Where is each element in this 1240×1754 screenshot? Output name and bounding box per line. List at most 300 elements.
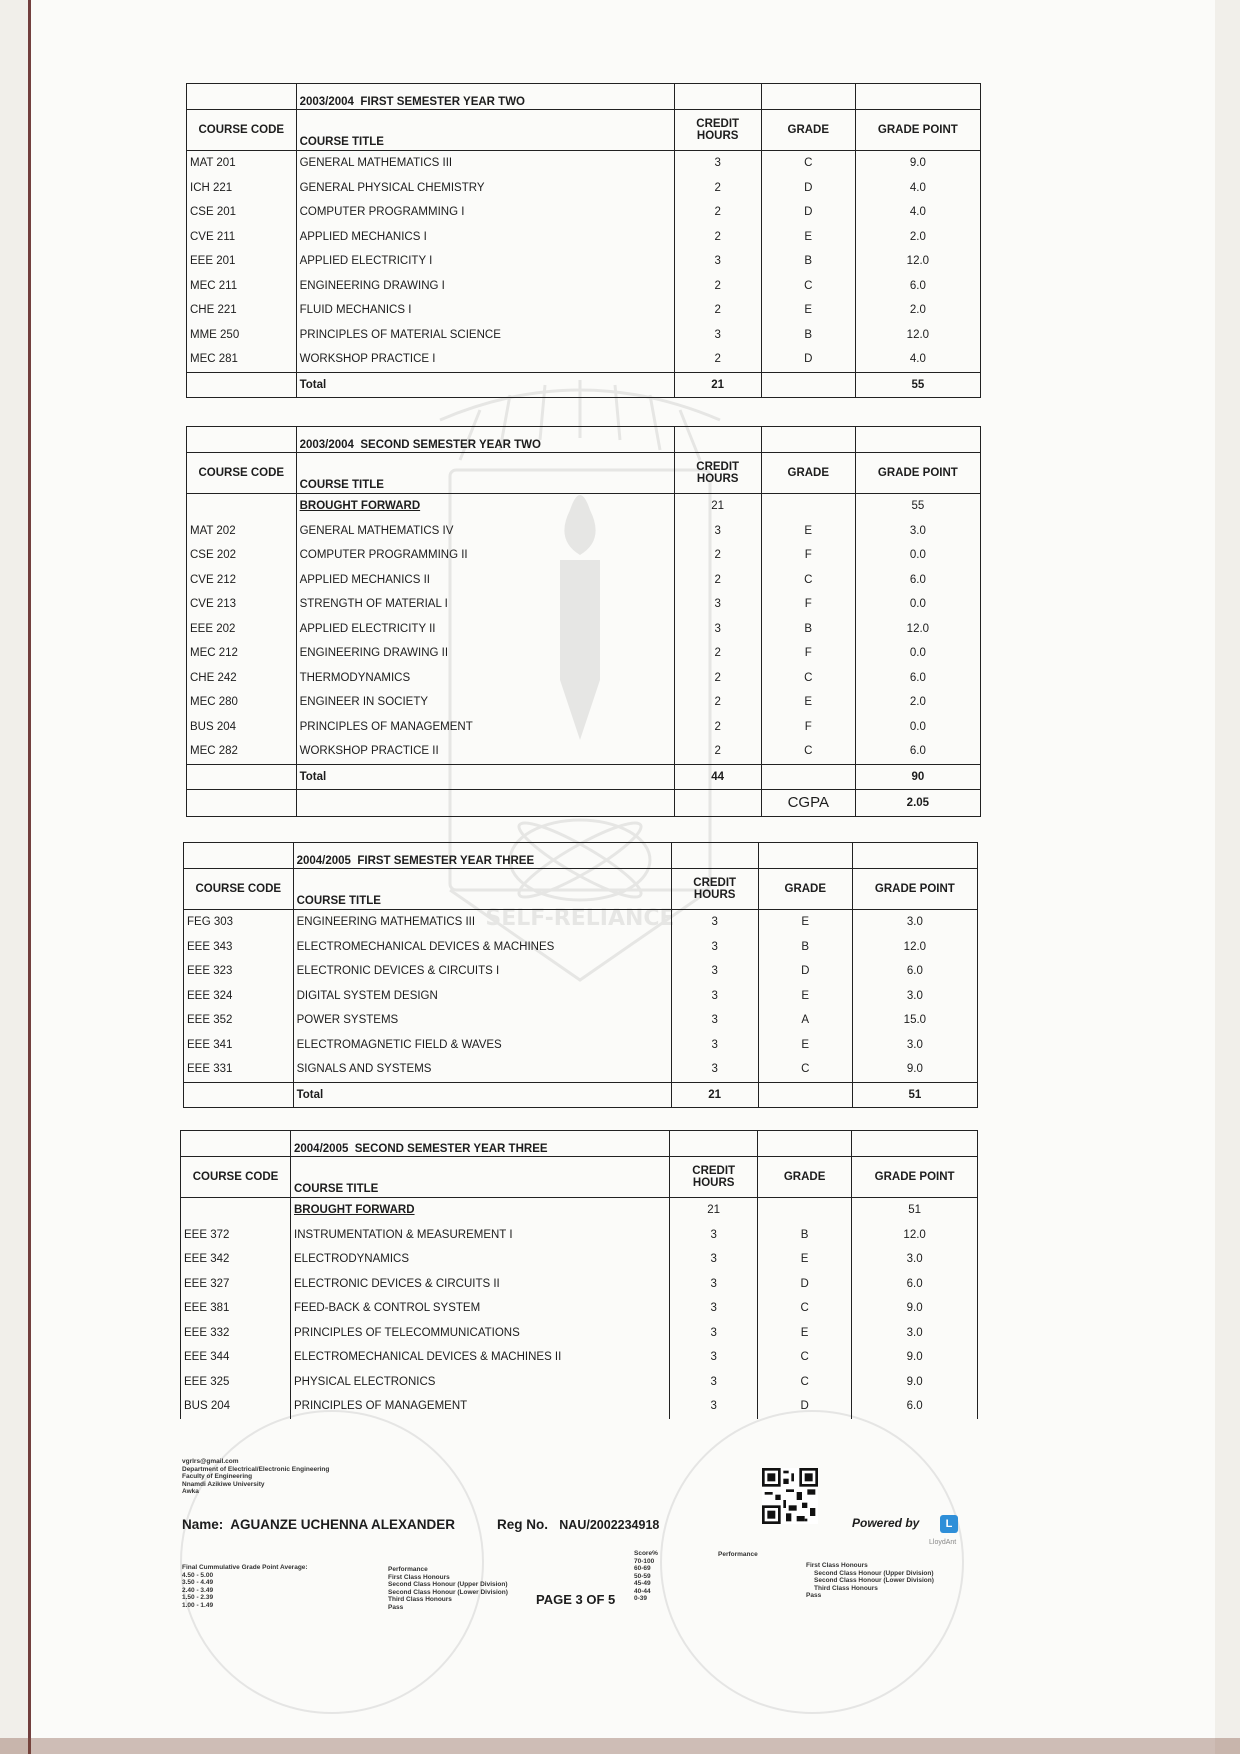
grade: D: [761, 176, 855, 201]
total-point: 55: [855, 372, 980, 397]
blank-cell: [757, 1131, 851, 1157]
header-row: [187, 110, 981, 151]
course-row: [187, 225, 981, 250]
credit-hours: 3: [670, 1321, 758, 1346]
student-name-row: [182, 1517, 455, 1532]
qr-code: [762, 1468, 818, 1524]
course-title: APPLIED ELECTRICITY I: [296, 249, 674, 274]
score-range: 45-49: [634, 1580, 651, 1587]
course-row: [187, 739, 981, 764]
grade-point: 6.0: [852, 1394, 978, 1419]
credit-hours: 2: [674, 347, 761, 372]
course-row: [181, 1321, 978, 1346]
blank-cell: [761, 84, 855, 110]
course-code: CSE 202: [187, 543, 297, 568]
perf-class: Pass: [388, 1603, 404, 1611]
grade-point: 0.0: [855, 715, 980, 740]
course-row: [187, 641, 981, 666]
course-code: MEC 211: [187, 274, 297, 299]
brought-forward-point: 55: [855, 494, 980, 519]
brought-forward-credit: 21: [674, 494, 761, 519]
header-credit-hours: CREDIT HOURS: [674, 110, 761, 151]
course-code: CVE 213: [187, 592, 297, 617]
blank-cell: [674, 789, 761, 816]
header-credit-hours: CREDIT HOURS: [674, 453, 761, 494]
blank-cell: [855, 84, 980, 110]
reg-label: Reg No.: [497, 1517, 549, 1532]
brought-forward-credit: 21: [670, 1198, 758, 1223]
course-code: EEE 381: [181, 1296, 291, 1321]
blank-cell: [296, 789, 674, 816]
grade-point: 2.0: [855, 690, 980, 715]
course-row: [181, 1272, 978, 1297]
header-row: [184, 869, 978, 910]
course-title: THERMODYNAMICS: [296, 666, 674, 691]
performance-legend-2: [806, 1562, 934, 1600]
credit-hours: 3: [671, 910, 758, 935]
course-title: STRENGTH OF MATERIAL I: [296, 592, 674, 617]
grade-point: 3.0: [852, 984, 977, 1009]
header-grade: GRADE: [758, 869, 852, 910]
course-row: [187, 298, 981, 323]
perf-class: Pass: [806, 1592, 822, 1599]
semester-title: [296, 84, 674, 110]
total-credit: 21: [671, 1082, 758, 1107]
course-code: CVE 212: [187, 568, 297, 593]
credit-hours: 2: [674, 176, 761, 201]
course-title: ELECTRODYNAMICS: [291, 1247, 670, 1272]
grade-point: 9.0: [852, 1370, 978, 1395]
credit-hours: 3: [674, 323, 761, 348]
blank-cell: [761, 427, 855, 453]
course-title: POWER SYSTEMS: [293, 1008, 671, 1033]
grade: D: [761, 200, 855, 225]
page-number: PAGE 3 OF 5: [536, 1592, 616, 1607]
score-range: 50-59: [634, 1572, 651, 1580]
grade: B: [761, 617, 855, 642]
course-code: MEC 281: [187, 347, 297, 372]
grade: A: [758, 1008, 852, 1033]
blank-cell: [761, 764, 855, 789]
grade: E: [757, 1247, 851, 1272]
perf-class: Second Class Honour (Lower Division): [388, 1588, 508, 1596]
blank-cell: [761, 494, 855, 519]
total-label: Total: [296, 372, 674, 397]
grade-point: 12.0: [852, 935, 977, 960]
header-credit-hours: CREDIT HOURS: [671, 869, 758, 910]
course-code: FEG 303: [184, 910, 294, 935]
grade-point: 12.0: [855, 617, 980, 642]
course-row: [181, 1296, 978, 1321]
course-code: EEE 341: [184, 1033, 294, 1058]
grade: C: [757, 1296, 851, 1321]
powered-by-label: Powered by: [852, 1516, 920, 1530]
grade: E: [758, 984, 852, 1009]
course-title: FEED-BACK & CONTROL SYSTEM: [291, 1296, 670, 1321]
credit-hours: 2: [674, 298, 761, 323]
course-row: [187, 568, 981, 593]
course-title: ELECTROMAGNETIC FIELD & WAVES: [293, 1033, 671, 1058]
grade: D: [757, 1272, 851, 1297]
blank-cell: [187, 84, 297, 110]
grade: E: [757, 1321, 851, 1346]
header-grade-point: GRADE POINT: [852, 1157, 978, 1198]
perf-class: Third Class Honours: [388, 1596, 452, 1603]
semester-name: FIRST SEMESTER YEAR TWO: [360, 96, 525, 108]
course-code: MEC 212: [187, 641, 297, 666]
brand-logo-icon: L: [940, 1515, 958, 1533]
course-row: [187, 200, 981, 225]
course-code: EEE 323: [184, 959, 294, 984]
grade: C: [757, 1345, 851, 1370]
credit-hours: 3: [671, 1033, 758, 1058]
semester-title-row: [187, 84, 981, 110]
gpa-range: 3.50 - 4.49: [182, 1579, 214, 1586]
grade: E: [761, 298, 855, 323]
course-title: COMPUTER PROGRAMMING I: [296, 200, 674, 225]
course-row: [187, 151, 981, 176]
course-title: WORKSHOP PRACTICE II: [296, 739, 674, 764]
credit-hours: 2: [674, 200, 761, 225]
grade: D: [758, 959, 852, 984]
grade-point: 12.0: [855, 323, 980, 348]
course-code: CVE 211: [187, 225, 297, 250]
blank-cell: [187, 764, 297, 789]
grade-point: 4.0: [855, 347, 980, 372]
semester-table: [186, 426, 981, 817]
header-grade-point: GRADE POINT: [855, 110, 980, 151]
course-title: PRINCIPLES OF MATERIAL SCIENCE: [296, 323, 674, 348]
course-title: SIGNALS AND SYSTEMS: [293, 1057, 671, 1082]
course-title: PRINCIPLES OF MANAGEMENT: [291, 1394, 670, 1419]
semester-table: [186, 83, 981, 398]
header-course-code: COURSE CODE: [181, 1157, 291, 1198]
grade: F: [761, 543, 855, 568]
header-grade-point: GRADE POINT: [852, 869, 977, 910]
cgpa-label: CGPA: [761, 789, 855, 816]
score-range: 60-69: [634, 1565, 651, 1572]
grade: C: [757, 1370, 851, 1395]
blank-cell: [184, 1082, 294, 1107]
course-row: [184, 984, 978, 1009]
course-row: [181, 1223, 978, 1248]
blank-cell: [758, 1082, 852, 1107]
blank-cell: [852, 1131, 978, 1157]
grade-point: 12.0: [852, 1223, 978, 1248]
blank-cell: [187, 372, 297, 397]
credit-hours: 2: [674, 568, 761, 593]
header-row: [181, 1157, 978, 1198]
course-code: EEE 327: [181, 1272, 291, 1297]
brought-forward-row: [181, 1198, 978, 1223]
course-title: ENGINEERING DRAWING I: [296, 274, 674, 299]
semester-name: SECOND SEMESTER YEAR THREE: [354, 1143, 548, 1155]
grade-point: 2.0: [855, 225, 980, 250]
brought-forward-row: [187, 494, 981, 519]
course-title: ENGINEERING MATHEMATICS III: [293, 910, 671, 935]
blank-cell: [181, 1131, 291, 1157]
header-course-title: COURSE TITLE: [296, 110, 674, 151]
semester-title-row: [184, 843, 978, 869]
credit-hours: 2: [674, 715, 761, 740]
course-row: [181, 1345, 978, 1370]
grade-point: 3.0: [852, 1247, 978, 1272]
grade: E: [761, 690, 855, 715]
course-code: CSE 201: [187, 200, 297, 225]
credit-hours: 3: [670, 1370, 758, 1395]
grade-point: 9.0: [855, 151, 980, 176]
blank-cell: [187, 494, 297, 519]
course-code: ICH 221: [187, 176, 297, 201]
grade: F: [761, 715, 855, 740]
header-grade: GRADE: [761, 110, 855, 151]
grade: C: [761, 568, 855, 593]
course-code: EEE 202: [187, 617, 297, 642]
total-label: Total: [293, 1082, 671, 1107]
blank-cell: [184, 843, 294, 869]
grade-point: 0.0: [855, 641, 980, 666]
perf-class: Third Class Honours: [814, 1584, 878, 1592]
blank-cell: [761, 372, 855, 397]
grade-point: 4.0: [855, 176, 980, 201]
course-title: COMPUTER PROGRAMMING II: [296, 543, 674, 568]
score-legend: [634, 1550, 658, 1603]
score-range: 40-44: [634, 1587, 651, 1595]
course-row: [187, 176, 981, 201]
course-row: [187, 617, 981, 642]
course-code: MME 250: [187, 323, 297, 348]
credit-hours: 3: [670, 1247, 758, 1272]
blank-cell: [855, 427, 980, 453]
credit-hours: 3: [674, 592, 761, 617]
course-title: WORKSHOP PRACTICE I: [296, 347, 674, 372]
address-line: Faculty of Engineering: [182, 1473, 253, 1480]
grade-point: 3.0: [852, 1033, 977, 1058]
course-row: [187, 323, 981, 348]
department-address: [182, 1458, 329, 1496]
perf-class: Second Class Honour (Lower Division): [814, 1577, 934, 1584]
grade-point: 3.0: [852, 1321, 978, 1346]
total-row: [187, 764, 981, 789]
course-title: ELECTROMECHANICAL DEVICES & MACHINES: [293, 935, 671, 960]
brand-name: LloydAnt: [929, 1539, 957, 1546]
grade: F: [761, 592, 855, 617]
reg-number-row: [497, 1517, 659, 1532]
perf-class: First Class Honours: [388, 1573, 450, 1581]
grade-point: 6.0: [855, 274, 980, 299]
header-grade: GRADE: [757, 1157, 851, 1198]
grade: C: [761, 151, 855, 176]
credit-hours: 3: [674, 249, 761, 274]
credit-hours: 2: [674, 690, 761, 715]
course-row: [184, 1057, 978, 1082]
gpa-legend: [182, 1564, 308, 1609]
grade-point: 9.0: [852, 1345, 978, 1370]
blank-cell: [670, 1131, 758, 1157]
course-row: [184, 1033, 978, 1058]
grade-point: 9.0: [852, 1296, 978, 1321]
course-code: CHE 221: [187, 298, 297, 323]
gpa-range: 1.50 - 2.39: [182, 1594, 214, 1601]
credit-hours: 3: [674, 151, 761, 176]
course-code: EEE 372: [181, 1223, 291, 1248]
grade-point: 6.0: [852, 959, 977, 984]
course-code: EEE 344: [181, 1345, 291, 1370]
header-course-code: COURSE CODE: [184, 869, 294, 910]
cgpa-value: 2.05: [855, 789, 980, 816]
semester-table: [183, 842, 978, 1108]
blank-cell: [674, 84, 761, 110]
semester-name: FIRST SEMESTER YEAR THREE: [357, 855, 535, 867]
grade: D: [757, 1394, 851, 1419]
credit-hours: 2: [674, 666, 761, 691]
credit-hours: 2: [674, 739, 761, 764]
header-course-title: COURSE TITLE: [291, 1157, 670, 1198]
grade-point: 15.0: [852, 1008, 977, 1033]
course-title: GENERAL MATHEMATICS IV: [296, 519, 674, 544]
session-year: 2004/2005: [296, 855, 351, 867]
course-code: EEE 332: [181, 1321, 291, 1346]
perf-class: Second Class Honour (Upper Division): [388, 1581, 508, 1588]
header-grade-point: GRADE POINT: [855, 453, 980, 494]
grade: F: [761, 641, 855, 666]
session-year: 2003/2004: [299, 439, 354, 451]
credit-hours: 3: [674, 617, 761, 642]
blank-cell: [671, 843, 758, 869]
header-course-title: COURSE TITLE: [296, 453, 674, 494]
course-row: [187, 519, 981, 544]
perf-class: Second Class Honour (Upper Division): [814, 1569, 934, 1577]
course-title: PHYSICAL ELECTRONICS: [291, 1370, 670, 1395]
grade: E: [758, 910, 852, 935]
blank-cell: [674, 427, 761, 453]
address-line: Department of Electrical/Electronic Engineering: [182, 1465, 330, 1473]
course-row: [187, 690, 981, 715]
credit-hours: 3: [670, 1394, 758, 1419]
course-code: EEE 325: [181, 1370, 291, 1395]
total-credit: 44: [674, 764, 761, 789]
grade-point: 6.0: [852, 1272, 978, 1297]
course-row: [184, 935, 978, 960]
cgpa-row: [187, 789, 981, 816]
credit-hours: 3: [671, 1057, 758, 1082]
course-code: EEE 343: [184, 935, 294, 960]
header-course-code: COURSE CODE: [187, 453, 297, 494]
credit-hours: 2: [674, 225, 761, 250]
course-code: EEE 342: [181, 1247, 291, 1272]
blank-cell: [181, 1198, 291, 1223]
grade-point: 0.0: [855, 592, 980, 617]
total-point: 90: [855, 764, 980, 789]
semester-title: [291, 1131, 670, 1157]
perf-class: First Class Honours: [806, 1562, 868, 1569]
course-title: ELECTRONIC DEVICES & CIRCUITS II: [291, 1272, 670, 1297]
blank-cell: [852, 843, 977, 869]
grade-point: 6.0: [855, 739, 980, 764]
total-row: [187, 372, 981, 397]
course-row: [187, 249, 981, 274]
credit-hours: 3: [671, 959, 758, 984]
course-row: [187, 274, 981, 299]
credit-hours: 3: [670, 1223, 758, 1248]
credit-hours: 3: [670, 1345, 758, 1370]
brought-forward-label: BROUGHT FORWARD: [296, 494, 674, 519]
gpa-range: 2.40 - 3.49: [182, 1586, 214, 1594]
header-grade: GRADE: [761, 453, 855, 494]
session-year: 2003/2004: [299, 96, 354, 108]
course-title: GENERAL PHYSICAL CHEMISTRY: [296, 176, 674, 201]
performance-legend: [388, 1566, 508, 1611]
course-row: [187, 543, 981, 568]
course-title: GENERAL MATHEMATICS III: [296, 151, 674, 176]
paper-edge: [28, 0, 31, 1754]
course-title: PRINCIPLES OF MANAGEMENT: [296, 715, 674, 740]
credit-hours: 2: [674, 641, 761, 666]
embossed-seal-left: [180, 1410, 484, 1714]
total-label: Total: [296, 764, 674, 789]
course-row: [184, 1008, 978, 1033]
course-code: CHE 242: [187, 666, 297, 691]
student-name: AGUANZE UCHENNA ALEXANDER: [230, 1517, 456, 1532]
blank-cell: [757, 1198, 851, 1223]
course-code: EEE 201: [187, 249, 297, 274]
course-title: APPLIED MECHANICS II: [296, 568, 674, 593]
score-range: 0-39: [634, 1595, 648, 1602]
gpa-heading: Final Cummulative Grade Point Average:: [182, 1564, 308, 1571]
course-row: [184, 959, 978, 984]
semester-table: [180, 1130, 978, 1419]
grade-point: 9.0: [852, 1057, 977, 1082]
gpa-range: 4.50 - 5.00: [182, 1571, 214, 1579]
semester-title: [296, 427, 674, 453]
blank-cell: [187, 789, 297, 816]
course-code: MAT 201: [187, 151, 297, 176]
course-row: [187, 347, 981, 372]
grade: C: [758, 1057, 852, 1082]
total-credit: 21: [674, 372, 761, 397]
header-credit-hours: CREDIT HOURS: [670, 1157, 758, 1198]
course-code: BUS 204: [181, 1394, 291, 1419]
grade: B: [757, 1223, 851, 1248]
course-title: ELECTROMECHANICAL DEVICES & MACHINES II: [291, 1345, 670, 1370]
course-row: [187, 592, 981, 617]
course-title: ENGINEERING DRAWING II: [296, 641, 674, 666]
header-row: [187, 453, 981, 494]
gpa-range: 1.00 - 1.49: [182, 1601, 214, 1609]
course-row: [187, 666, 981, 691]
grade: C: [761, 739, 855, 764]
grade: B: [758, 935, 852, 960]
course-row: [184, 910, 978, 935]
credit-hours: 3: [671, 984, 758, 1009]
course-title: FLUID MECHANICS I: [296, 298, 674, 323]
address-line: vgrlrs@gmail.com: [182, 1458, 239, 1465]
course-row: [181, 1370, 978, 1395]
grade-point: 6.0: [855, 568, 980, 593]
course-title: INSTRUMENTATION & MEASUREMENT I: [291, 1223, 670, 1248]
reg-number: NAU/2002234918: [559, 1518, 660, 1532]
header-course-title: COURSE TITLE: [293, 869, 671, 910]
grade: E: [761, 225, 855, 250]
grade-point: 12.0: [855, 249, 980, 274]
brought-forward-label: BROUGHT FORWARD: [291, 1198, 670, 1223]
course-row: [187, 715, 981, 740]
grade: E: [761, 519, 855, 544]
address-line: Nnamdi Azikiwe University: [182, 1480, 265, 1488]
credit-hours: 3: [671, 935, 758, 960]
brought-forward-point: 51: [852, 1198, 978, 1223]
course-code: EEE 331: [184, 1057, 294, 1082]
